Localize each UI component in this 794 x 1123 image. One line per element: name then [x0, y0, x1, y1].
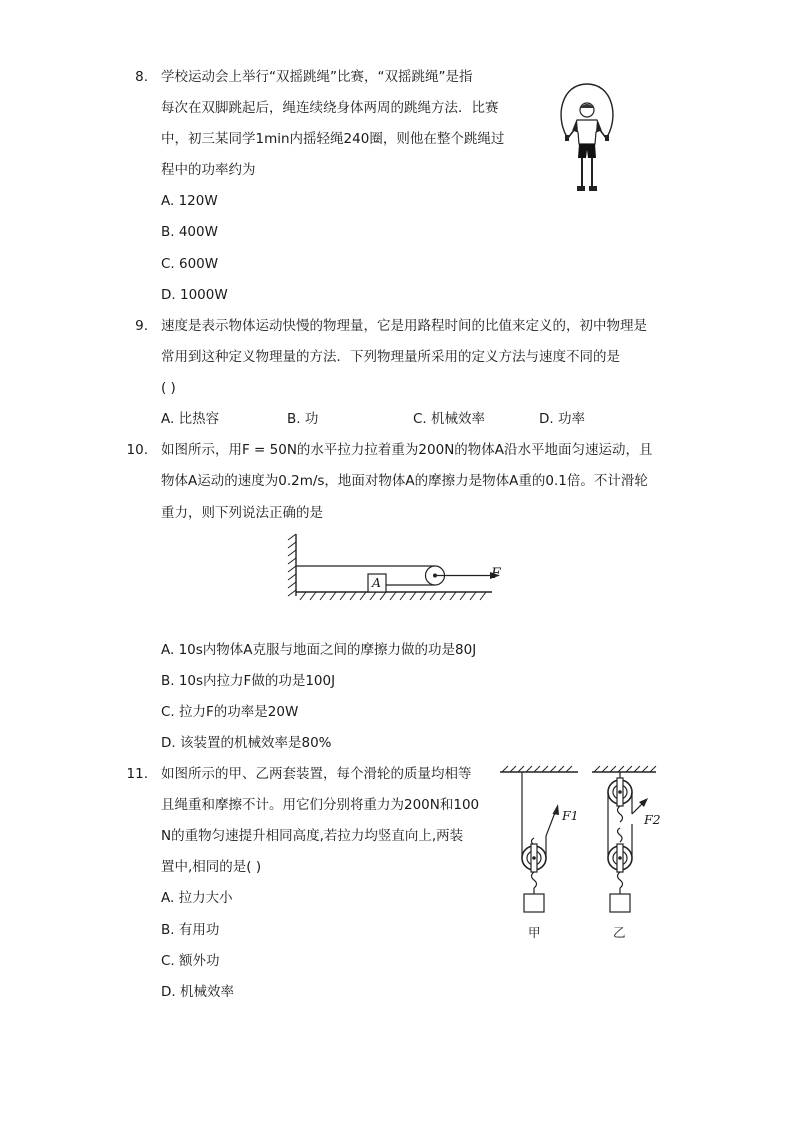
force-f1-label: F1 [562, 808, 579, 823]
question-number: 10. [126, 442, 148, 458]
answer-option: C. 机械效率 [413, 411, 486, 427]
pulley-systems-figure [494, 762, 664, 942]
pulley-block-figure [286, 530, 516, 606]
answer-option: D. 功率 [539, 411, 585, 427]
block-label: A [372, 575, 382, 590]
answer-option: C. 拉力F的功率是20W [161, 704, 299, 720]
question-text-line: 如图所示，用F = 50N的水平拉力拉着重为200N的物体A沿水平地面匀速运动，且 [161, 442, 653, 458]
question-text-line: 且绳重和摩擦不计。用它们分别将重力为200N和100 [161, 797, 480, 813]
question-text-line: 中，初三某同学1min内摇轻绳240圈，则他在整个跳绳过 [161, 131, 505, 147]
answer-option: B. 10s内拉力F做的功是100J [161, 673, 336, 689]
answer-option: A. 比热容 [161, 411, 220, 427]
question-text-line: 每次在双脚跳起后，绳连续绕身体两周的跳绳方法．比赛 [161, 100, 499, 116]
device-yi-label: 乙 [613, 925, 626, 940]
question-text-line: 常用到这种定义物理量的方法．下列物理量所采用的定义方法与速度不同的是 [161, 349, 620, 365]
question-text-line: 如图所示的甲、乙两套装置，每个滑轮的质量均相等 [161, 766, 472, 782]
answer-option: C. 600W [161, 256, 219, 272]
jump-rope-figure [555, 82, 619, 200]
force-label: F [491, 566, 501, 582]
answer-option: D. 机械效率 [161, 984, 234, 1000]
question-number: 8. [135, 69, 148, 85]
answer-option: B. 400W [161, 224, 218, 240]
device-jia-label: 甲 [528, 925, 541, 940]
question-number: 11. [126, 766, 148, 782]
question-text-line: N的重物匀速提升相同高度,若拉力均竖直向上,两装 [161, 828, 464, 844]
question-text-line: 程中的功率约为 [161, 162, 256, 178]
answer-option: D. 该装置的机械效率是80% [161, 735, 332, 751]
answer-option: B. 功 [287, 411, 319, 427]
answer-option: A. 拉力大小 [161, 890, 233, 906]
question-text-line: 物体A运动的速度为0.2m/s，地面对物体A的摩擦力是物体A重的0.1倍。不计滑轮 [161, 473, 648, 489]
answer-option: B. 有用功 [161, 922, 220, 938]
answer-option: A. 10s内物体A克服与地面之间的摩擦力做的功是80J [161, 642, 477, 658]
answer-option: C. 额外功 [161, 953, 220, 969]
question-text-line: 学校运动会上举行“双摇跳绳”比赛，“双摇跳绳”是指 [161, 69, 473, 85]
answer-option: D. 1000W [161, 287, 228, 303]
question-text-line: 速度是表示物体运动快慢的物理量，它是用路程时间的比值来定义的，初中物理是 [161, 318, 647, 334]
question-text-line: 置中,相同的是( ) [161, 859, 262, 875]
question-text-line: ( ) [161, 380, 176, 396]
question-number: 9. [135, 318, 148, 334]
answer-option: A. 120W [161, 193, 218, 209]
force-f2-label: F2 [644, 812, 661, 827]
question-text-line: 重力，则下列说法正确的是 [161, 505, 323, 521]
